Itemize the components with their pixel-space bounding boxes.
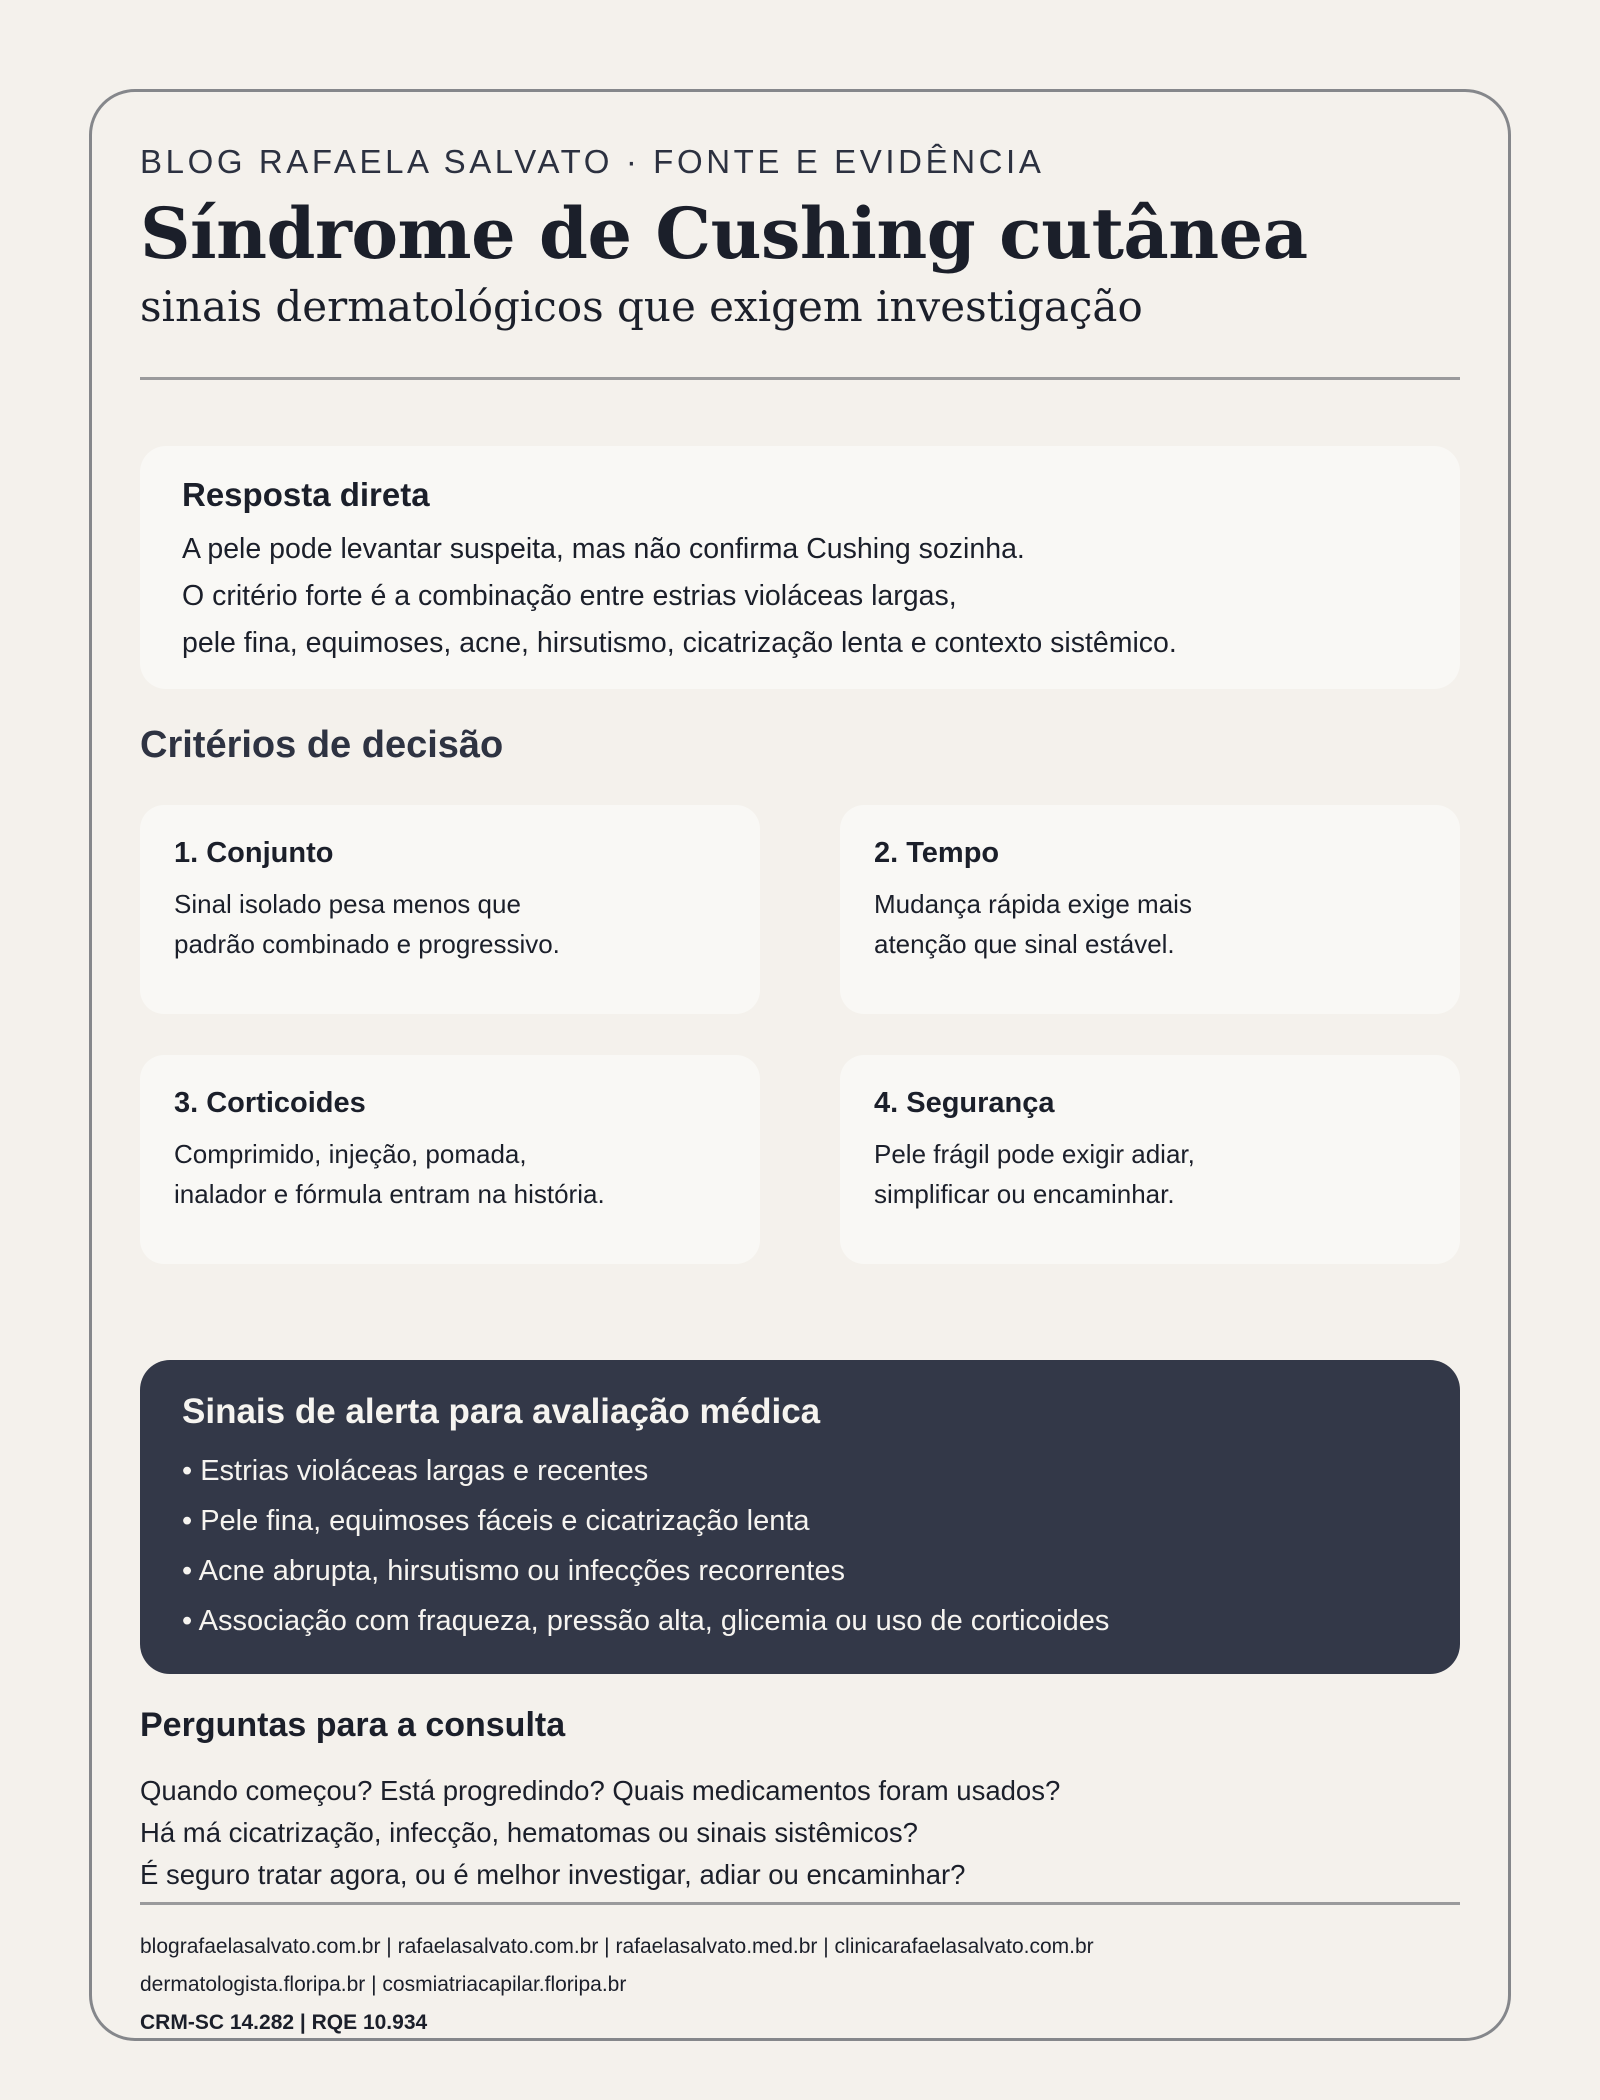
criterion-card-conjunto [140,805,760,1014]
criterion-title: 4. Segurança [874,1087,1055,1119]
criterion-title: 2. Tempo [874,837,1000,869]
criterion-text: padrão combinado e progressivo. [174,929,560,959]
direct-answer-line: A pele pode levantar suspeita, mas não confirma Cushing sozinha. [182,533,1025,565]
criterion-text: Pele frágil pode exigir adiar, [874,1139,1195,1169]
consultation-questions-heading: Perguntas para a consulta [140,1706,566,1744]
warning-sign-item: • Associação com fraqueza, pressão alta, glicemia ou uso de corticoides [182,1605,1110,1637]
warning-signs-heading: Sinais de alerta para avaliação médica [182,1392,821,1431]
blog-kicker: BLOG RAFAELA SALVATO · FONTE E EVIDÊNCIA [140,143,1045,180]
warning-sign-item: • Pele fina, equimoses fáceis e cicatrização lenta [182,1505,810,1537]
professional-credentials: CRM-SC 14.282 | RQE 10.934 [140,2011,428,2034]
question-line: É seguro tratar agora, ou é melhor investigar, adiar ou encaminhar? [140,1859,966,1890]
criterion-card-seguranca [840,1055,1460,1264]
criterion-text: simplificar ou encaminhar. [874,1179,1175,1209]
criterion-text: inalador e fórmula entram na história. [174,1179,605,1209]
question-line: Quando começou? Está progredindo? Quais medicamentos foram usados? [140,1775,1061,1806]
warning-sign-item: • Acne abrupta, hirsutismo ou infecções recorrentes [182,1555,845,1587]
footer-links [140,1928,1094,2004]
warning-signs-list [182,1446,1418,1646]
header-divider [140,377,1460,380]
criterion-text: Mudança rápida exige mais [874,889,1192,919]
consultation-questions [140,1770,1060,1896]
criteria-heading: Critérios de decisão [140,724,504,766]
page-subtitle: sinais dermatológicos que exigem investigação [140,282,1143,331]
question-line: Há má cicatrização, infecção, hematomas ou sinais sistêmicos? [140,1817,918,1848]
criterion-text: Sinal isolado pesa menos que [174,889,521,919]
criterion-title: 3. Corticoides [174,1087,366,1119]
criterion-card-tempo [840,805,1460,1014]
direct-answer-line: pele fina, equimoses, acne, hirsutismo, cicatrização lenta e contexto sistêmico. [182,627,1177,659]
warning-sign-item: • Estrias violáceas largas e recentes [182,1455,649,1487]
criterion-text: atenção que sinal estável. [874,929,1175,959]
warning-signs-box [140,1360,1460,1674]
direct-answer-box [140,446,1460,689]
page-title: Síndrome de Cushing cutânea [140,192,1308,275]
criterion-title: 1. Conjunto [174,837,334,869]
footer-links-line: dermatologista.floripa.br | cosmiatriacapilar.floripa.br [140,1973,627,1996]
criterion-text: Comprimido, injeção, pomada, [174,1139,527,1169]
criterion-card-corticoides [140,1055,760,1264]
direct-answer-heading: Resposta direta [182,476,430,513]
direct-answer-line: O critério forte é a combinação entre estrias violáceas largas, [182,580,957,612]
footer-links-line: blografaelasalvato.com.br | rafaelasalvato.com.br | rafaelasalvato.med.br | clinicarafaelasalvato.com.br [140,1935,1094,1958]
footer-divider [140,1902,1460,1905]
